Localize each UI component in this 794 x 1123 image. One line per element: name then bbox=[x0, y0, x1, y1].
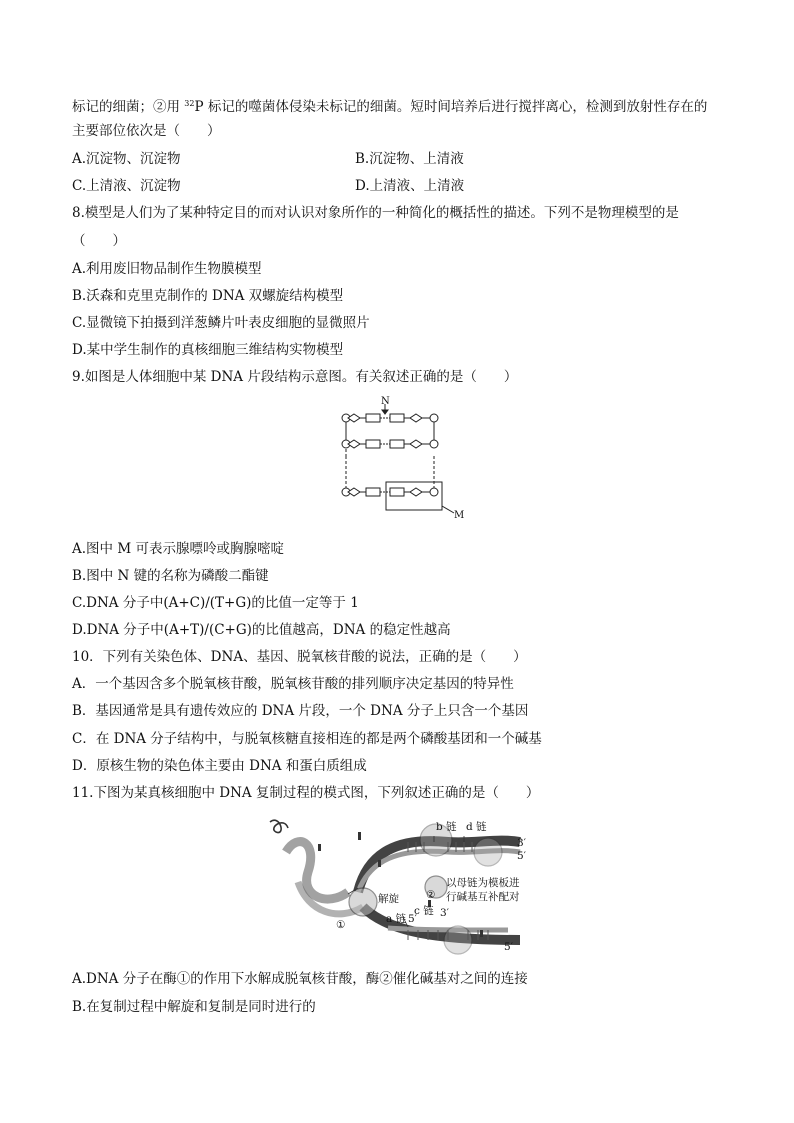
q8-stem-2: （ ） bbox=[72, 233, 126, 249]
note-line-2: 行碱基互补配对 bbox=[446, 891, 520, 903]
note-line-1: 以母链为模板进 bbox=[446, 877, 520, 889]
q10-option-b: B．基因通常是具有遗传效应的 DNA 片段，一个 DNA 分子上只含一个基因 bbox=[72, 703, 529, 719]
q7-line-2: 主要部位依次是（ ） bbox=[72, 123, 221, 139]
label-d-chain: d 链 bbox=[466, 821, 487, 833]
q7-text-b: P 标记的噬菌体侵染未标记的细菌。短时间培养后进行搅拌离心，检测到放射性存在的 bbox=[194, 99, 708, 115]
q7-option-b: B.沉淀物、上清液 bbox=[355, 151, 464, 167]
q7-superscript: 32 bbox=[184, 99, 195, 108]
q8-option-b: B.沃森和克里克制作的 DNA 双螺旋结构模型 bbox=[72, 288, 344, 304]
q8-option-a: A.利用废旧物品制作生物膜模型 bbox=[72, 261, 262, 277]
label-3prime-top: 3′ bbox=[517, 837, 527, 849]
q8-option-d: D.某中学生制作的真核细胞三维结构实物模型 bbox=[72, 342, 344, 358]
q7-option-d: D.上清液、上清液 bbox=[355, 178, 465, 194]
q10-option-a: A．一个基因含多个脱氧核苷酸，脱氧核苷酸的排列顺序决定基因的特异性 bbox=[72, 676, 514, 692]
label-3prime-mid: 3′ bbox=[440, 907, 450, 919]
label-c-chain: c 链 bbox=[414, 905, 434, 917]
enzyme-1-bubble bbox=[349, 888, 377, 916]
q7-option-a: A.沉淀物、沉淀物 bbox=[72, 151, 181, 167]
q8-option-c: C.显微镜下拍摄到洋葱鳞片叶表皮细胞的显微照片 bbox=[72, 315, 370, 331]
label-m: M bbox=[454, 510, 465, 521]
sugar-pentagon bbox=[348, 414, 360, 422]
q9-option-a: A.图中 M 可表示腺嘌呤或胸腺嘧啶 bbox=[72, 541, 284, 557]
q9-option-c: C.DNA 分子中(A+C)/(T+G)的比值一定等于 1 bbox=[72, 595, 359, 611]
label-unwind: 解旋 bbox=[378, 893, 399, 905]
q9-stem: 9.如图是人体细胞中某 DNA 片段结构示意图。有关叙述正确的是（ ） bbox=[72, 369, 518, 385]
label-enzyme-1: ① bbox=[336, 919, 346, 931]
q10-option-d: D．原核生物的染色体主要由 DNA 和蛋白质组成 bbox=[72, 758, 367, 774]
label-enzyme-2: ② bbox=[426, 889, 436, 901]
q7-text-a: 标记的细菌；②用 bbox=[72, 99, 185, 115]
dna-replication-diagram bbox=[258, 812, 528, 957]
label-n: N bbox=[381, 396, 390, 407]
label-a-chain: a 链 bbox=[386, 913, 407, 925]
q10-stem: 10．下列有关染色体、DNA、基因、脱氧核苷酸的说法，正确的是（ ） bbox=[72, 649, 527, 665]
label-5prime-mid: 5′ bbox=[408, 913, 418, 925]
q7-option-c: C.上清液、沉淀物 bbox=[72, 178, 181, 194]
q10-option-c: C．在 DNA 分子结构中，与脱氧核糖直接相连的都是两个磷酸基团和一个碱基 bbox=[72, 731, 542, 747]
q7-line-1 bbox=[72, 95, 707, 116]
label-5prime-bottom: 5′ bbox=[504, 941, 514, 953]
q11-option-a: A.DNA 分子在酶①的作用下水解成脱氧核苷酸，酶②催化碱基对之间的连接 bbox=[72, 971, 528, 987]
q11-stem: 11.下图为某真核细胞中 DNA 复制过程的模式图，下列叙述正确的是（ ） bbox=[72, 785, 540, 801]
q9-option-b: B.图中 N 键的名称为磷酸二酯键 bbox=[72, 568, 269, 584]
label-b-chain: b 链 bbox=[436, 821, 457, 833]
label-5prime-top: 5′ bbox=[517, 850, 527, 862]
q9-option-d: D.DNA 分子中(A+T)/(C+G)的比值越高，DNA 的稳定性越高 bbox=[72, 622, 451, 638]
q11-option-b: B.在复制过程中解旋和复制是同时进行的 bbox=[72, 999, 316, 1015]
dna-structure-diagram bbox=[330, 396, 470, 521]
q8-stem-1: 8.模型是人们为了某种特定目的而对认识对象所作的一种简化的概括性的描述。下列不是物理模型的是 bbox=[72, 205, 679, 221]
